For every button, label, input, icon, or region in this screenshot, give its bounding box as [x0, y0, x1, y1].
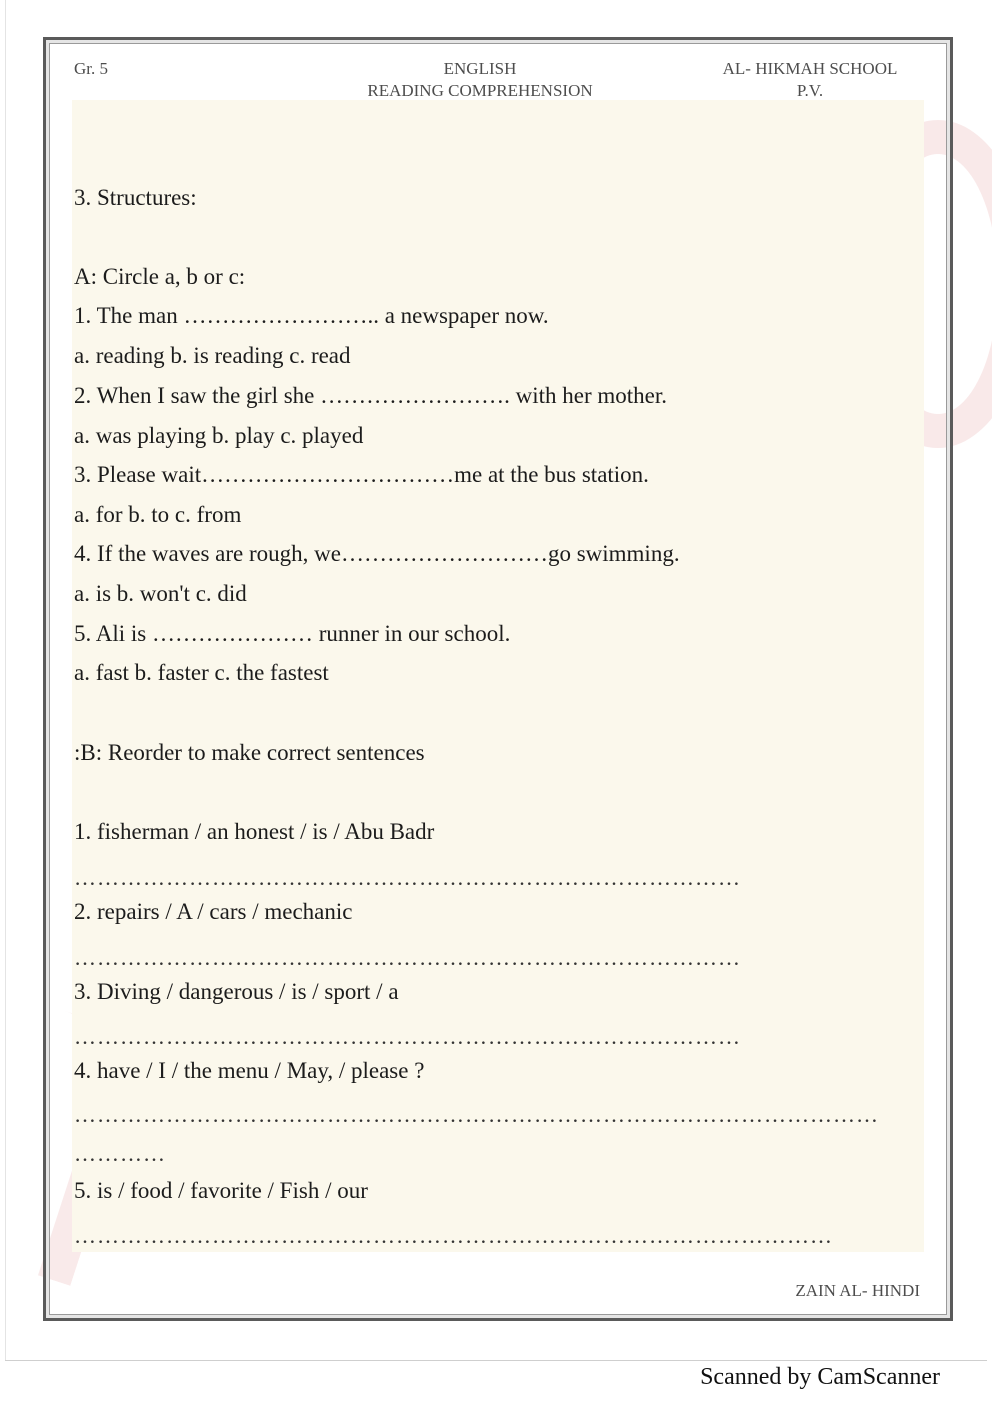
reorder-item-5: 5. is / food / favorite / Fish / our: [74, 1178, 368, 1203]
grade-label: Gr. 5: [74, 59, 108, 78]
reorder-item-1: 1. fisherman / an honest / is / Abu Badr: [74, 819, 435, 844]
school-name: AL- HIKMAH SCHOOL: [722, 59, 898, 78]
answer-line-4-continued[interactable]: …………: [74, 1142, 166, 1166]
answer-line-3[interactable]: ……………………………………………………………………………: [74, 1025, 741, 1049]
question-5: 5. Ali is ………………… runner in our school.: [74, 621, 511, 646]
subject-heading: [330, 58, 630, 102]
answer-line-5[interactable]: ………………………………………………………………………………………: [74, 1224, 833, 1248]
section-title: 3. Structures:: [74, 185, 197, 210]
answer-line-1[interactable]: ……………………………………………………………………………: [74, 866, 741, 890]
answer-line-2[interactable]: ……………………………………………………………………………: [74, 946, 741, 970]
question-5-options[interactable]: a. fast b. faster c. the fastest: [74, 660, 329, 685]
question-4: 4. If the waves are rough, we………………………go swimming.: [74, 541, 680, 566]
reorder-item-2: 2. repairs / A / cars / mechanic: [74, 899, 353, 924]
question-3-options[interactable]: a. for b. to c. from: [74, 502, 242, 527]
answer-line-4[interactable]: ……………………………………………………………………………………………: [74, 1103, 879, 1127]
question-3: 3. Please wait……………………………me at the bus station.: [74, 462, 649, 487]
section-title: READING COMPREHENSION: [367, 81, 593, 100]
reorder-item-4: 4. have / I / the menu / May, / please ?: [74, 1058, 425, 1083]
page-edge-bottom: [5, 1360, 987, 1361]
question-1: 1. The man …………………….. a newspaper now.: [74, 303, 549, 328]
question-2-options[interactable]: a. was playing b. play c. played: [74, 423, 364, 448]
question-4-options[interactable]: a. is b. won't c. did: [74, 581, 247, 606]
part-a-instruction: A: Circle a, b or c:: [74, 264, 246, 289]
question-2: 2. When I saw the girl she ……………………. with her mother.: [74, 383, 668, 408]
school-subtitle: P.V.: [796, 81, 824, 100]
school-heading: [700, 58, 920, 102]
reorder-item-3: 3. Diving / dangerous / is / sport / a: [74, 979, 399, 1004]
subject-title: ENGLISH: [443, 59, 517, 78]
author-name: ZAIN AL- HINDI: [795, 1281, 920, 1300]
scanner-watermark-text: Scanned by CamScanner: [700, 1364, 940, 1390]
question-1-options[interactable]: a. reading b. is reading c. read: [74, 343, 351, 368]
part-b-instruction: :B: Reorder to make correct sentences: [74, 740, 425, 765]
